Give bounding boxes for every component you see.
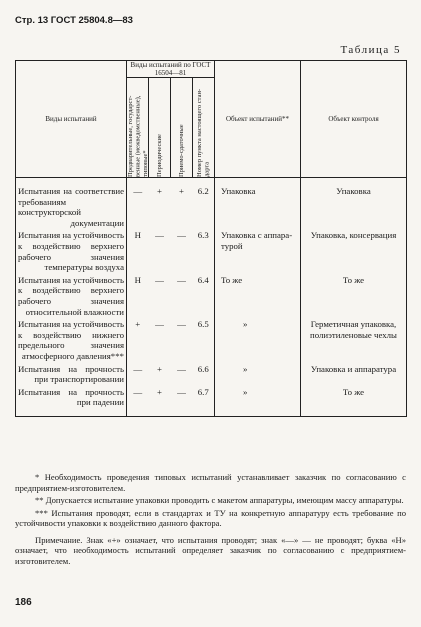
page-header: Стр. 13 ГОСТ 25804.8—83	[15, 15, 133, 26]
test-object: »	[215, 318, 301, 362]
control-object: То же	[301, 274, 407, 318]
test-name: Испытания на прочность при транспортировании	[16, 363, 127, 386]
test-object: Упаковка	[215, 178, 301, 230]
mark-periodic: +	[149, 386, 171, 417]
footnote-1: * Необходимость проведения типовых испытаний устанавливает заказчик по согласованию с предприятием-изготовителем.	[15, 472, 406, 493]
header-acceptance: Приемо-сдаточные	[177, 123, 185, 177]
table-note: Примечание. Знак «+» означает, что испытания проводят; знак «—» — не проводят; буква «Н» означает, что необходимость испытаний определяет заказчик по согласованию с предприятием-изготовителем.	[15, 534, 406, 566]
table-row	[16, 386, 407, 417]
control-object: То же	[301, 386, 407, 417]
footnote-3: *** Испытания проводят, если в стандартах и ТУ на конкретную аппаратуру есть требование по устойчивости упаковки к воздействию данного фактора.	[15, 507, 406, 528]
test-object: Упаковка с аппаратурой	[215, 229, 301, 273]
control-object: Упаковка и аппаратура	[301, 363, 407, 386]
mark-acceptance: —	[177, 319, 186, 330]
mark-preliminary: Н	[134, 230, 141, 241]
mark-periodic: —	[155, 319, 164, 330]
mark-acceptance: —	[177, 363, 186, 374]
page-number: 186	[15, 597, 32, 608]
table-row	[16, 318, 407, 362]
mark-acceptance: —	[177, 274, 186, 285]
table-row	[16, 229, 407, 273]
test-name: Испытания на соответствие требованиям конструкторской документации	[16, 178, 127, 230]
mark-periodic: —	[155, 230, 164, 241]
header-object: Объект испытаний**	[215, 61, 301, 178]
header-preliminary: Предварительные, государственные (межведомственные), типовые*	[127, 95, 149, 177]
test-object: То же	[215, 274, 301, 318]
mark-periodic: +	[157, 186, 162, 196]
mark-periodic: —	[155, 274, 164, 285]
footnotes	[15, 472, 406, 568]
table-title: Таблица 5	[340, 44, 401, 56]
point-number: 6.4	[197, 274, 209, 285]
mark-preliminary: +	[135, 319, 141, 330]
header-test-group: Виды испытаний по ГОСТ 16504—81	[127, 61, 215, 78]
footnote-2: ** Допускается испытание упаковки проводить с макетом аппаратуры, имеющим массу аппаратуры.	[35, 495, 404, 505]
control-object: Упаковка	[301, 178, 407, 230]
mark-acceptance: —	[171, 386, 193, 417]
test-name: Испытания на устойчивость к воздействию нижнего предельного значения атмосферного давления***	[16, 318, 127, 362]
mark-periodic: +	[157, 363, 162, 374]
header-test-types: Виды испытаний	[16, 61, 127, 178]
control-object: Герметичная упаковка, полиэтиленовые чехлы	[301, 318, 407, 362]
control-object: Упаковка, консервация	[301, 229, 407, 273]
table-row	[16, 363, 407, 386]
header-point-number: Номер пункта настоящего стандарта	[196, 88, 211, 177]
table-row	[16, 178, 407, 230]
test-name: Испытания на устойчивость к воздействию верхнего рабочего значения относительной влажности	[16, 274, 127, 318]
mark-preliminary: —	[127, 386, 149, 417]
tests-table	[15, 60, 407, 417]
point-number: 6.3	[197, 230, 209, 241]
mark-acceptance: +	[179, 186, 184, 196]
point-number: 6.6	[197, 363, 209, 374]
point-number: 6.2	[197, 186, 209, 196]
test-object: »	[215, 386, 301, 417]
test-object: »	[215, 363, 301, 386]
test-name: Испытания на устойчивость к воздействию верхнего рабочего значения температуры воздуха	[16, 229, 127, 273]
header-control: Объект контроля	[301, 61, 407, 178]
mark-preliminary: Н	[134, 274, 141, 285]
header-periodic: Периодические	[155, 133, 163, 177]
table-row	[16, 274, 407, 318]
mark-preliminary: —	[133, 363, 143, 374]
point-number: 6.7	[193, 386, 215, 417]
mark-acceptance: —	[177, 230, 186, 241]
test-name: Испытания на прочность при падении	[16, 386, 127, 417]
mark-preliminary: —	[133, 186, 143, 196]
point-number: 6.5	[197, 319, 209, 330]
